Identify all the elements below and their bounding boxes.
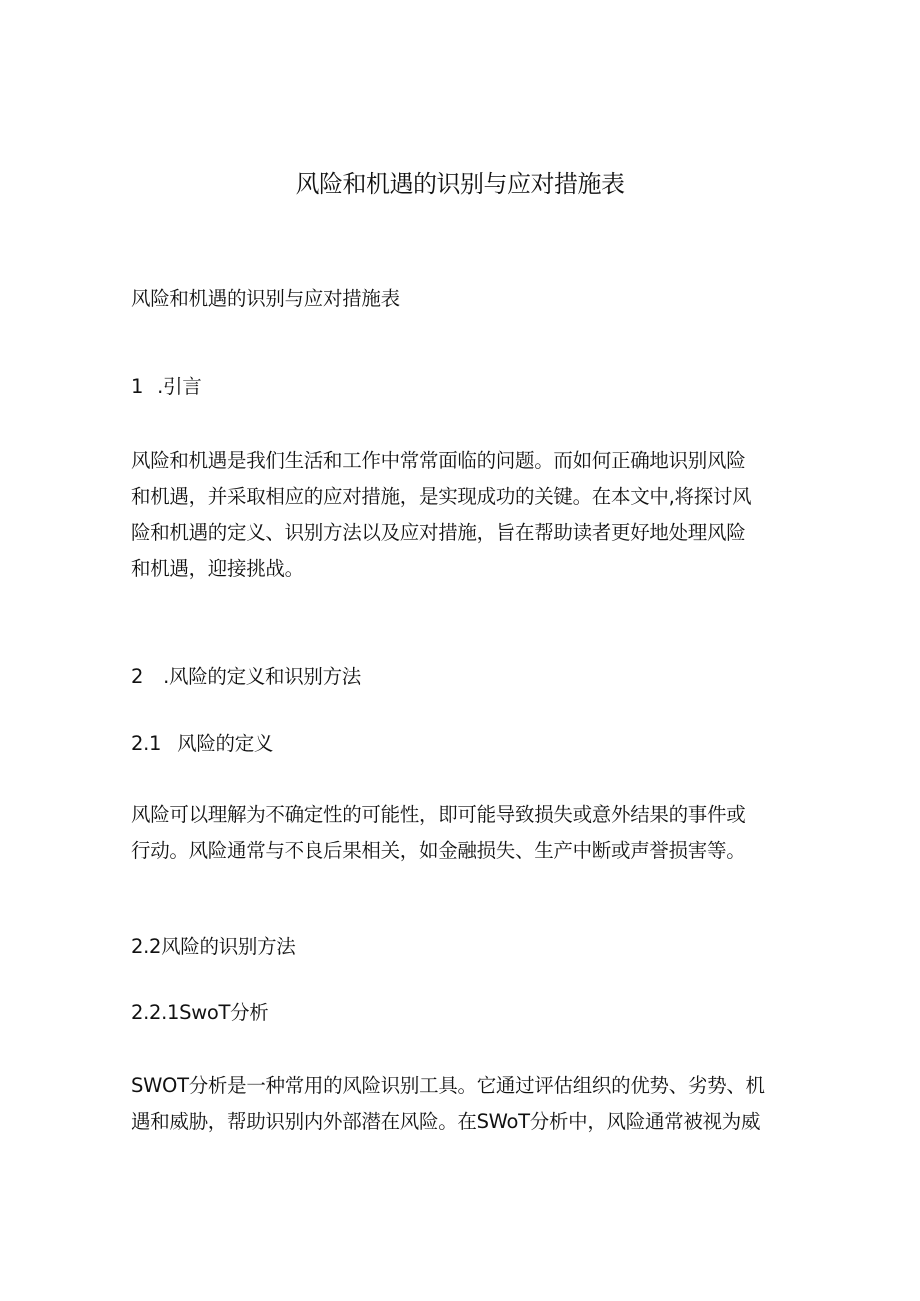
section-2-number: 2 [131,665,144,688]
section-1-title: .引言 [157,375,202,398]
paragraph-line: 遇和威胁，帮助识别内外部潜在风险。在SWoT分析中，风险通常被视为威 [131,1110,761,1133]
section-2-heading [131,659,793,695]
section-2-2-heading: 2.2风险的识别方法 [131,935,296,958]
section-1-paragraph [131,443,793,587]
section-2-1-title: 风险的定义 [177,732,274,755]
paragraph-line: 和机遇，迎接挑战。 [131,557,304,580]
section-2-1-number: 2.1 [131,732,162,755]
section-2-2-1-paragraph [131,1068,793,1140]
section-2-1-heading [131,726,793,762]
section-1-heading [131,369,793,405]
section-2-1-paragraph [131,797,793,869]
paragraph-line: 和机遇，并采取相应的应对措施，是实现成功的关键。在本文中,将探讨风 [131,485,752,508]
paragraph-line: 行动。风险通常与不良后果相关，如金融损失、生产中断或声誉损害等。 [131,839,746,862]
paragraph-line: 风险和机遇是我们生活和工作中常常面临的问题。而如何正确地识别风险 [131,449,746,472]
section-1-number: 1 [131,375,144,398]
paragraph-line: 险和机遇的定义、识别方法以及应对措施，旨在帮助读者更好地处理风险 [131,521,746,544]
document-subtitle: 风险和机遇的识别与应对措施表 [131,287,400,310]
paragraph-line: 风险可以理解为不确定性的可能性，即可能导致损失或意外结果的事件或 [131,803,746,826]
document-title: 风险和机遇的识别与应对措施表 [295,170,625,198]
section-2-2-1-heading: 2.2.1SwoT分析 [131,1001,269,1024]
paragraph-line: SWOT分析是一种常用的风险识别工具。它通过评估组织的优势、劣势、机 [131,1074,765,1097]
section-2-title: .风险的定义和识别方法 [163,665,362,688]
